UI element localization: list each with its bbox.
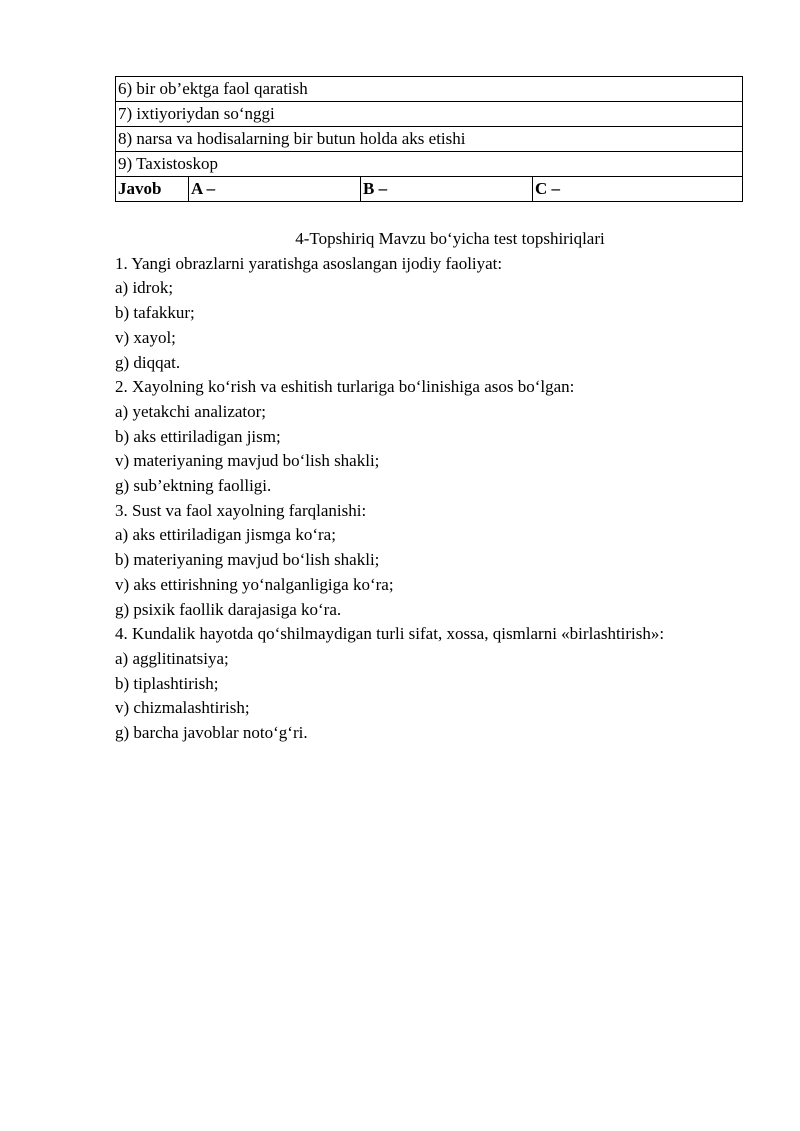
question-block [115, 252, 755, 376]
answer-cell-b: B – [361, 177, 533, 202]
question-text: 2. Xayolning ko‘rish va eshitish turlariga bo‘linishiga asos bo‘lgan: [115, 377, 575, 397]
option-v: v) chizmalashtirish; [115, 698, 250, 718]
answer-row [116, 177, 743, 202]
answer-cell-a: A – [189, 177, 361, 202]
question-block [115, 622, 755, 746]
option-g: g) barcha javoblar noto‘g‘ri. [115, 723, 308, 743]
question-text: 1. Yangi obrazlarni yaratishga asoslangan ijodiy faoliyat: [115, 253, 503, 273]
question-block [115, 499, 755, 623]
option-v: v) xayol; [115, 327, 176, 347]
table-cell: 8) narsa va hodisalarning bir butun holda aks etishi [116, 127, 743, 152]
answer-cell-c: C – [533, 177, 743, 202]
option-a: a) agglitinatsiya; [115, 648, 229, 668]
option-g: g) diqqat. [115, 352, 181, 372]
section-title: 4-Topshiriq Mavzu bo‘yicha test topshiriqlari [295, 229, 605, 248]
option-v: v) materiyaning mavjud bo‘lish shakli; [115, 451, 380, 471]
option-b: b) tiplashtirish; [115, 673, 219, 693]
test-section [115, 227, 755, 746]
option-g: g) sub’ektning faolligi. [115, 476, 272, 496]
option-g: g) psixik faollik darajasiga ko‘ra. [115, 599, 342, 619]
table-row [116, 102, 743, 127]
question-text: 4. Kundalik hayotda qo‘shilmaydigan turli sifat, xossa, qismlarni «birlashtirish»: [115, 624, 665, 644]
question-block [115, 375, 755, 499]
answer-table [115, 76, 743, 202]
option-b: b) aks ettiriladigan jism; [115, 426, 281, 446]
table-row [116, 127, 743, 152]
table-cell: 6) bir ob’ektga faol qaratish [116, 77, 743, 102]
answer-label: Javob [116, 177, 189, 202]
option-b: b) materiyaning mavjud bo‘lish shakli; [115, 550, 380, 570]
table-cell: 9) Taxistoskop [116, 152, 743, 177]
option-a: a) yetakchi analizator; [115, 401, 267, 421]
table-row [116, 152, 743, 177]
question-text: 3. Sust va faol xayolning farqlanishi: [115, 500, 367, 520]
option-a: a) aks ettiriladigan jismga ko‘ra; [115, 525, 336, 545]
table-row [116, 77, 743, 102]
option-b: b) tafakkur; [115, 303, 195, 323]
option-a: a) idrok; [115, 278, 174, 298]
option-v: v) aks ettirishning yo‘nalganligiga ko‘ra; [115, 574, 394, 594]
table-cell: 7) ixtiyoriydan so‘nggi [116, 102, 743, 127]
